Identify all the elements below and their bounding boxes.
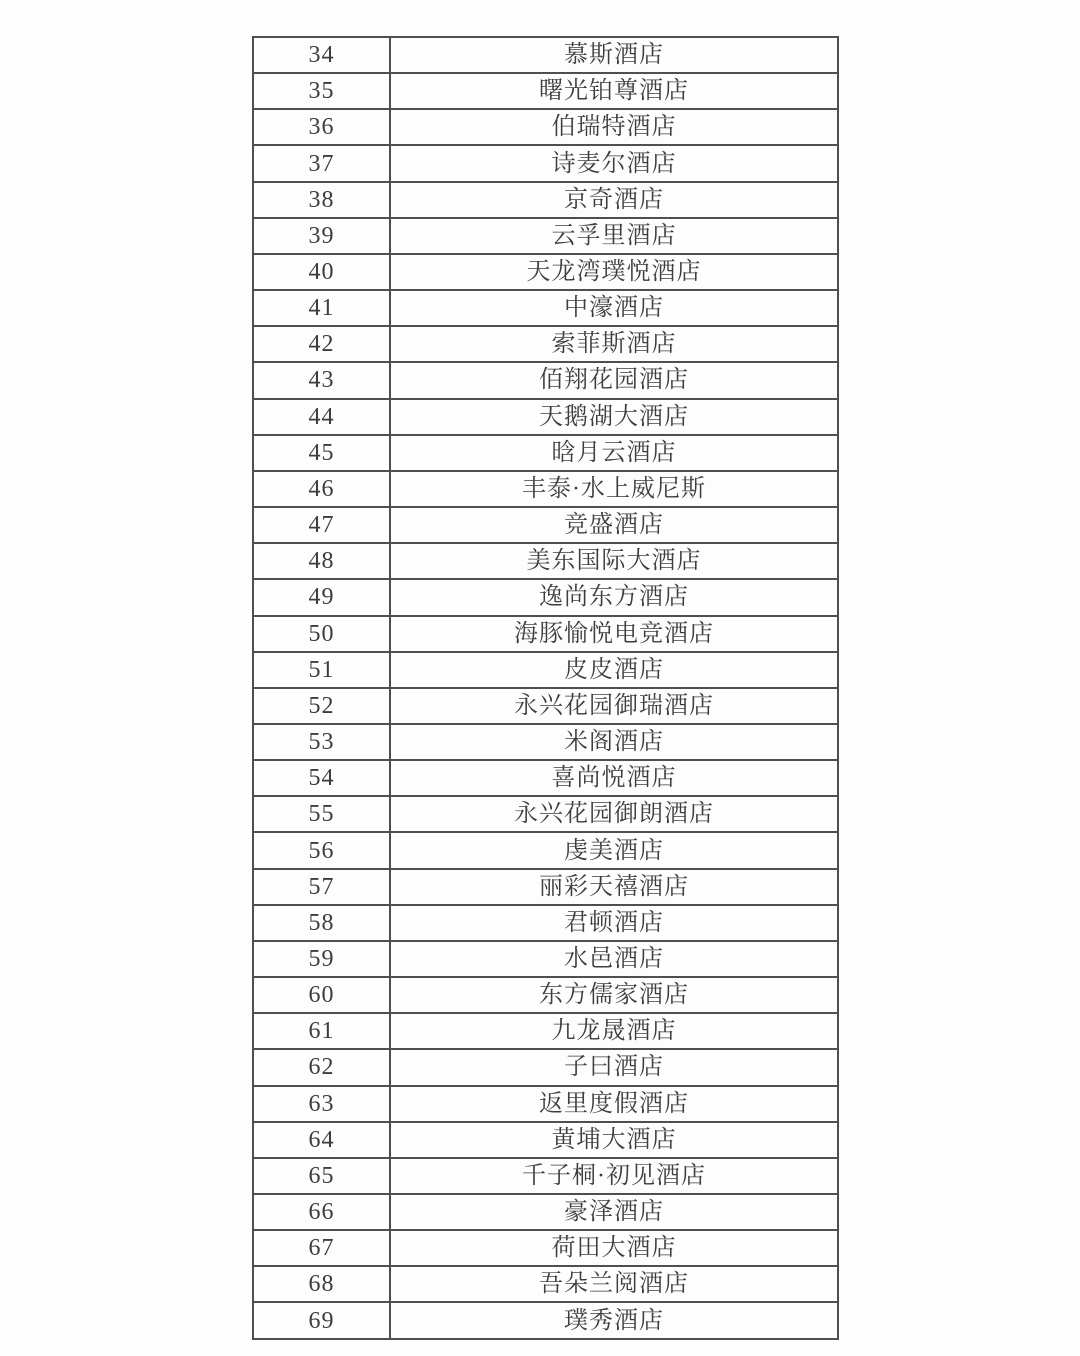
hotel-name: 晗月云酒店 — [390, 435, 838, 471]
table-row — [253, 507, 838, 543]
hotel-name: 虔美酒店 — [390, 832, 838, 868]
table-row — [253, 399, 838, 435]
hotel-name: 天鹅湖大酒店 — [390, 399, 838, 435]
table-row — [253, 543, 838, 579]
row-number: 35 — [253, 73, 390, 109]
hotel-name: 竞盛酒店 — [390, 507, 838, 543]
row-number: 64 — [253, 1122, 390, 1158]
table-row — [253, 941, 838, 977]
hotel-name: 返里度假酒店 — [390, 1086, 838, 1122]
hotel-name: 吾朵兰阅酒店 — [390, 1266, 838, 1302]
row-number: 49 — [253, 579, 390, 615]
table-row — [253, 832, 838, 868]
hotel-name: 京奇酒店 — [390, 182, 838, 218]
hotel-name: 子曰酒店 — [390, 1049, 838, 1085]
table-row — [253, 290, 838, 326]
hotel-name: 丽彩天禧酒店 — [390, 869, 838, 905]
hotel-name: 美东国际大酒店 — [390, 543, 838, 579]
table-row — [253, 905, 838, 941]
row-number: 51 — [253, 652, 390, 688]
row-number: 47 — [253, 507, 390, 543]
hotel-name: 丰泰·水上威尼斯 — [390, 471, 838, 507]
table-row — [253, 254, 838, 290]
hotel-name: 荷田大酒店 — [390, 1230, 838, 1266]
hotel-name: 璞秀酒店 — [390, 1302, 838, 1339]
hotel-name: 千子桐·初见酒店 — [390, 1158, 838, 1194]
table-row — [253, 1158, 838, 1194]
row-number: 36 — [253, 109, 390, 145]
row-number: 39 — [253, 218, 390, 254]
hotel-name: 海豚愉悦电竞酒店 — [390, 616, 838, 652]
row-number: 46 — [253, 471, 390, 507]
row-number: 37 — [253, 145, 390, 181]
table-row — [253, 73, 838, 109]
hotel-name: 逸尚东方酒店 — [390, 579, 838, 615]
hotel-name: 佰翔花园酒店 — [390, 362, 838, 398]
hotel-name: 皮皮酒店 — [390, 652, 838, 688]
hotel-list-table — [252, 36, 839, 1340]
table-row — [253, 869, 838, 905]
row-number: 42 — [253, 326, 390, 362]
row-number: 67 — [253, 1230, 390, 1266]
row-number: 65 — [253, 1158, 390, 1194]
table-row — [253, 109, 838, 145]
table-row — [253, 652, 838, 688]
hotel-name: 豪泽酒店 — [390, 1194, 838, 1230]
table-row — [253, 362, 838, 398]
row-number: 40 — [253, 254, 390, 290]
row-number: 56 — [253, 832, 390, 868]
row-number: 68 — [253, 1266, 390, 1302]
row-number: 63 — [253, 1086, 390, 1122]
table-row — [253, 1266, 838, 1302]
table-row — [253, 471, 838, 507]
hotel-name: 君顿酒店 — [390, 905, 838, 941]
hotel-name: 诗麦尔酒店 — [390, 145, 838, 181]
row-number: 45 — [253, 435, 390, 471]
table-row — [253, 326, 838, 362]
row-number: 48 — [253, 543, 390, 579]
row-number: 53 — [253, 724, 390, 760]
row-number: 57 — [253, 869, 390, 905]
hotel-name: 黄埔大酒店 — [390, 1122, 838, 1158]
row-number: 66 — [253, 1194, 390, 1230]
table-row — [253, 1049, 838, 1085]
table-row — [253, 616, 838, 652]
row-number: 34 — [253, 37, 390, 73]
hotel-name: 永兴花园御朗酒店 — [390, 796, 838, 832]
table-row — [253, 145, 838, 181]
hotel-name: 慕斯酒店 — [390, 37, 838, 73]
row-number: 62 — [253, 1049, 390, 1085]
hotel-name: 东方儒家酒店 — [390, 977, 838, 1013]
hotel-name: 九龙晟酒店 — [390, 1013, 838, 1049]
hotel-name: 水邑酒店 — [390, 941, 838, 977]
row-number: 41 — [253, 290, 390, 326]
row-number: 61 — [253, 1013, 390, 1049]
row-number: 44 — [253, 399, 390, 435]
hotel-name: 永兴花园御瑞酒店 — [390, 688, 838, 724]
row-number: 69 — [253, 1302, 390, 1339]
hotel-name: 索菲斯酒店 — [390, 326, 838, 362]
table-row — [253, 1122, 838, 1158]
table-row — [253, 37, 838, 73]
row-number: 58 — [253, 905, 390, 941]
hotel-name: 曙光铂尊酒店 — [390, 73, 838, 109]
hotel-name: 伯瑞特酒店 — [390, 109, 838, 145]
table-row — [253, 796, 838, 832]
row-number: 55 — [253, 796, 390, 832]
table-row — [253, 579, 838, 615]
hotel-name: 云孚里酒店 — [390, 218, 838, 254]
row-number: 50 — [253, 616, 390, 652]
table-row — [253, 760, 838, 796]
hotel-list-body — [253, 37, 838, 1339]
table-row — [253, 1302, 838, 1339]
hotel-name: 喜尚悦酒店 — [390, 760, 838, 796]
row-number: 38 — [253, 182, 390, 218]
row-number: 52 — [253, 688, 390, 724]
table-row — [253, 1086, 838, 1122]
hotel-name: 米阁酒店 — [390, 724, 838, 760]
hotel-name: 天龙湾璞悦酒店 — [390, 254, 838, 290]
row-number: 60 — [253, 977, 390, 1013]
row-number: 59 — [253, 941, 390, 977]
row-number: 54 — [253, 760, 390, 796]
table-row — [253, 724, 838, 760]
table-row — [253, 218, 838, 254]
table-row — [253, 1013, 838, 1049]
table-row — [253, 977, 838, 1013]
table-row — [253, 1230, 838, 1266]
table-row — [253, 182, 838, 218]
table-row — [253, 688, 838, 724]
row-number: 43 — [253, 362, 390, 398]
table-row — [253, 435, 838, 471]
table-row — [253, 1194, 838, 1230]
hotel-name: 中濠酒店 — [390, 290, 838, 326]
